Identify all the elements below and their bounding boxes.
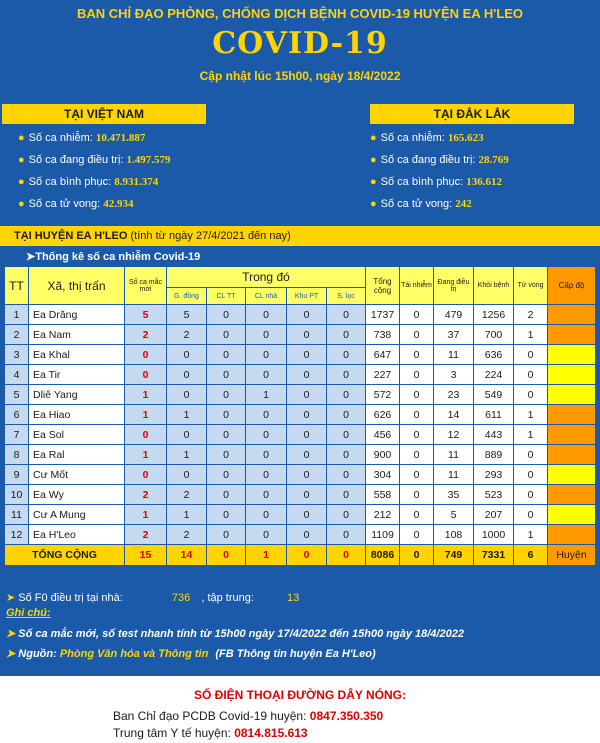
- daklak-stat: ● Số ca bình phục: 136.612: [370, 176, 503, 188]
- org-title: BAN CHỈ ĐẠO PHÒNG, CHỐNG DỊCH BỆNH COVID-19 HUYỆN EA H'LEO: [76, 6, 524, 21]
- cell-sub: 0: [246, 425, 287, 445]
- cell-recovered: 523: [474, 485, 514, 505]
- cell-total: 1109: [366, 525, 400, 545]
- table-body: [5, 305, 596, 545]
- cell-tt: 5: [5, 385, 29, 405]
- cell-new: 2: [125, 525, 167, 545]
- cell-name: Ea Wy: [29, 485, 125, 505]
- stat-label: Số ca đang điều trị:: [28, 154, 124, 166]
- cell-new: 2: [125, 485, 167, 505]
- cell-treating: 37: [434, 325, 474, 345]
- cell-treating: 23: [434, 385, 474, 405]
- cell-death: 2: [514, 305, 548, 325]
- cell-sub: 0: [287, 485, 327, 505]
- sub-2: CL nhà: [246, 288, 287, 305]
- cell-sub: 0: [327, 365, 366, 385]
- cell-tt: 12: [5, 525, 29, 545]
- cell-total: 304: [366, 465, 400, 485]
- cell-sub: 0: [287, 385, 327, 405]
- cell-total: 227: [366, 365, 400, 385]
- cell-tt: 2: [5, 325, 29, 345]
- cell-level: [548, 485, 596, 505]
- cell-name: Ea H'Leo: [29, 525, 125, 545]
- table-row: [5, 525, 596, 545]
- col-group: Trong đó: [167, 267, 366, 288]
- cell-tt: 11: [5, 505, 29, 525]
- cell-sub: 0: [327, 445, 366, 465]
- table-row: [5, 325, 596, 345]
- f0-home: 736: [171, 592, 191, 604]
- cell-level: [548, 405, 596, 425]
- cell-sub: 0: [287, 345, 327, 365]
- source-label: Nguồn:: [18, 648, 57, 660]
- vietnam-title: TẠI VIỆT NAM: [2, 104, 206, 124]
- cell-treating: 5: [434, 505, 474, 525]
- sub-4: S. lọc: [327, 288, 366, 305]
- cell-sub: 0: [327, 465, 366, 485]
- totals-c2: 1: [246, 545, 287, 566]
- cell-death: 0: [514, 505, 548, 525]
- cell-sub: 1: [167, 505, 207, 525]
- totals-c1: 0: [207, 545, 246, 566]
- cell-total: 647: [366, 345, 400, 365]
- subtitle-text: Thống kê số ca nhiễm Covid-19: [35, 251, 201, 263]
- cell-recovered: 611: [474, 405, 514, 425]
- cell-recovered: 293: [474, 465, 514, 485]
- totals-recovered: 7331: [474, 545, 514, 566]
- cell-sub: 0: [287, 505, 327, 525]
- cell-new: 1: [125, 505, 167, 525]
- stat-label: Số ca bình phục:: [380, 176, 464, 188]
- cell-death: 0: [514, 465, 548, 485]
- cell-total: 212: [366, 505, 400, 525]
- cell-sub: 0: [246, 465, 287, 485]
- table-row: [5, 465, 596, 485]
- cell-reinfect: 0: [400, 405, 434, 425]
- hotline-1: [113, 709, 383, 723]
- cell-death: 0: [514, 345, 548, 365]
- cell-sub: 0: [167, 365, 207, 385]
- district-subtitle: ➤Thống kê số ca nhiễm Covid-19: [26, 251, 201, 263]
- cell-sub: 0: [327, 345, 366, 365]
- cell-name: Ea Sol: [29, 425, 125, 445]
- vietnam-stat: ● Số ca bình phục: 8.931.374: [18, 176, 159, 188]
- cell-tt: 1: [5, 305, 29, 325]
- cell-treating: 11: [434, 465, 474, 485]
- cell-level: [548, 445, 596, 465]
- cell-reinfect: 0: [400, 505, 434, 525]
- totals-level: Huyện: [548, 545, 596, 566]
- cell-new: 2: [125, 325, 167, 345]
- daklak-stat: ● Số ca nhiễm: 165.623: [370, 132, 484, 144]
- vietnam-stat: ● Số ca nhiễm: 10.471.887: [18, 132, 146, 144]
- table-row: [5, 425, 596, 445]
- cell-sub: 0: [207, 525, 246, 545]
- cell-reinfect: 0: [400, 325, 434, 345]
- cell-sub: 0: [207, 305, 246, 325]
- cell-sub: 0: [287, 325, 327, 345]
- cell-recovered: 549: [474, 385, 514, 405]
- cell-treating: 108: [434, 525, 474, 545]
- cell-total: 626: [366, 405, 400, 425]
- cell-reinfect: 0: [400, 425, 434, 445]
- cell-new: 0: [125, 365, 167, 385]
- cell-level: [548, 305, 596, 325]
- f0-label: Số F0 điều trị tại nhà:: [18, 592, 123, 604]
- hotline-2: [113, 726, 308, 740]
- cell-reinfect: 0: [400, 485, 434, 505]
- vietnam-stat: ● Số ca tử vong: 42.934: [18, 198, 134, 210]
- cell-recovered: 224: [474, 365, 514, 385]
- source-line: ➤ Nguồn: Phòng Văn hóa và Thông tin (FB Thông tin huyện Ea H'Leo): [6, 648, 376, 660]
- col-reinfect: Tái nhiễm: [400, 267, 434, 305]
- cell-sub: 0: [327, 485, 366, 505]
- cell-tt: 7: [5, 425, 29, 445]
- cell-sub: 0: [246, 445, 287, 465]
- cell-sub: 0: [246, 305, 287, 325]
- totals-c0: 14: [167, 545, 207, 566]
- cell-recovered: 1256: [474, 305, 514, 325]
- col-level: Cấp độ: [548, 267, 596, 305]
- f0-central: 13: [286, 592, 300, 604]
- cell-level: [548, 425, 596, 445]
- cell-sub: 0: [246, 345, 287, 365]
- cell-sub: 0: [207, 365, 246, 385]
- cell-tt: 8: [5, 445, 29, 465]
- stat-value: 10.471.887: [95, 132, 146, 144]
- cell-sub: 0: [327, 425, 366, 445]
- district-title: TẠI HUYỆN EA H'LEO: [14, 230, 128, 242]
- cell-new: 0: [125, 425, 167, 445]
- cell-sub: 0: [207, 425, 246, 445]
- cell-total: 456: [366, 425, 400, 445]
- daklak-title: TẠI ĐẮK LẮK: [370, 104, 574, 124]
- totals-label: TỔNG CỘNG: [5, 545, 125, 566]
- central-label: , tập trung:: [201, 592, 254, 604]
- cell-sub: 0: [167, 345, 207, 365]
- cell-total: 900: [366, 445, 400, 465]
- col-treating: Đang điều trị: [434, 267, 474, 305]
- source-name: Phòng Văn hóa và Thông tin: [59, 648, 209, 660]
- cell-sub: 0: [246, 505, 287, 525]
- totals-new: 15: [125, 545, 167, 566]
- table-row: [5, 305, 596, 325]
- cell-treating: 11: [434, 345, 474, 365]
- stat-label: Số ca nhiễm:: [28, 132, 93, 144]
- cell-reinfect: 0: [400, 345, 434, 365]
- source-extra: (FB Thông tin huyện Ea H'Leo): [215, 648, 376, 660]
- totals-reinfect: 0: [400, 545, 434, 566]
- cell-level: [548, 505, 596, 525]
- col-name: Xã, thị trấn: [29, 267, 125, 305]
- cell-sub: 0: [167, 385, 207, 405]
- table-row: [5, 405, 596, 425]
- cell-level: [548, 465, 596, 485]
- cell-death: 0: [514, 485, 548, 505]
- cell-recovered: 207: [474, 505, 514, 525]
- col-total: Tổng cộng: [366, 267, 400, 305]
- stat-label: Số ca tử vong:: [380, 198, 453, 210]
- cell-sub: 1: [167, 445, 207, 465]
- note-title: [6, 607, 51, 619]
- cell-reinfect: 0: [400, 445, 434, 465]
- hotline-1-label: Ban Chỉ đạo PCDB Covid-19 huyện:: [113, 709, 307, 723]
- cell-new: 5: [125, 305, 167, 325]
- col-recovered: Khỏi bệnh: [474, 267, 514, 305]
- cell-name: Ea Tir: [29, 365, 125, 385]
- cell-treating: 11: [434, 445, 474, 465]
- hotline-2-label: Trung tâm Y tế huyện:: [113, 726, 231, 740]
- note-text: Số ca mắc mới, số test nhanh tính từ 15h00 ngày 17/4/2022 đến 15h00 ngày 18/4/2022: [18, 628, 464, 640]
- cell-total: 558: [366, 485, 400, 505]
- stat-label: Số ca tử vong:: [28, 198, 101, 210]
- cell-new: 0: [125, 465, 167, 485]
- cell-sub: 0: [327, 525, 366, 545]
- cell-death: 1: [514, 405, 548, 425]
- cell-recovered: 889: [474, 445, 514, 465]
- table-row: [5, 365, 596, 385]
- cell-sub: 0: [167, 465, 207, 485]
- sub-3: Khu PT: [287, 288, 327, 305]
- totals-death: 6: [514, 545, 548, 566]
- cell-name: Cư Mốt: [29, 465, 125, 485]
- cell-new: 0: [125, 345, 167, 365]
- cell-reinfect: 0: [400, 305, 434, 325]
- cell-recovered: 1000: [474, 525, 514, 545]
- totals-row: [5, 545, 596, 566]
- cell-death: 1: [514, 425, 548, 445]
- stat-value: 242: [455, 198, 472, 210]
- cell-reinfect: 0: [400, 365, 434, 385]
- cell-death: 0: [514, 365, 548, 385]
- cell-death: 0: [514, 385, 548, 405]
- table-row: [5, 385, 596, 405]
- sub-1: CL TT: [207, 288, 246, 305]
- cell-level: [548, 365, 596, 385]
- cell-treating: 14: [434, 405, 474, 425]
- cell-sub: 0: [207, 485, 246, 505]
- cell-total: 1737: [366, 305, 400, 325]
- cell-name: Ea Nam: [29, 325, 125, 345]
- f0-line: ➤ Số F0 điều trị tại nhà: 736 , tập trung: 13: [6, 592, 300, 604]
- cell-sub: 0: [327, 385, 366, 405]
- cell-name: Cư A Mung: [29, 505, 125, 525]
- cell-sub: 0: [327, 305, 366, 325]
- cell-sub: 0: [246, 325, 287, 345]
- cell-sub: 0: [246, 405, 287, 425]
- cell-sub: 0: [287, 525, 327, 545]
- cell-sub: 0: [327, 325, 366, 345]
- cell-death: 1: [514, 525, 548, 545]
- cell-total: 738: [366, 325, 400, 345]
- cell-sub: 0: [207, 405, 246, 425]
- cell-sub: 0: [287, 405, 327, 425]
- note-line: ➤ Số ca mắc mới, số test nhanh tính từ 15h00 ngày 17/4/2022 đến 15h00 ngày 18/4/2022: [6, 628, 464, 640]
- cell-name: Ea Khal: [29, 345, 125, 365]
- hotline-1-number[interactable]: 0847.350.350: [309, 709, 384, 723]
- cell-sub: 0: [287, 445, 327, 465]
- cell-level: [548, 525, 596, 545]
- cell-reinfect: 0: [400, 465, 434, 485]
- cell-reinfect: 0: [400, 385, 434, 405]
- cell-tt: 3: [5, 345, 29, 365]
- cell-name: Ea Hiao: [29, 405, 125, 425]
- stat-value: 42.934: [103, 198, 134, 210]
- cell-tt: 4: [5, 365, 29, 385]
- cell-sub: 0: [287, 305, 327, 325]
- cell-sub: 0: [287, 465, 327, 485]
- cell-sub: 0: [207, 345, 246, 365]
- stat-value: 28.769: [478, 154, 509, 166]
- cell-sub: 0: [246, 485, 287, 505]
- cell-recovered: 443: [474, 425, 514, 445]
- cell-new: 1: [125, 405, 167, 425]
- note-label: Ghi chú:: [6, 607, 51, 619]
- stat-value: 165.623: [447, 132, 484, 144]
- cell-sub: 0: [327, 505, 366, 525]
- cell-sub: 0: [207, 325, 246, 345]
- cell-treating: 3: [434, 365, 474, 385]
- stat-label: Số ca nhiễm:: [380, 132, 445, 144]
- district-bar: [0, 226, 600, 246]
- col-tt: TT: [5, 267, 29, 305]
- update-time: Cập nhật lúc 15h00, ngày 18/4/2022: [199, 69, 401, 83]
- cell-recovered: 700: [474, 325, 514, 345]
- col-new: Số ca mắc mới: [125, 267, 167, 305]
- table-row: [5, 345, 596, 365]
- table-row: [5, 505, 596, 525]
- cell-sub: 0: [207, 385, 246, 405]
- cell-sub: 0: [246, 365, 287, 385]
- cell-sub: 0: [207, 465, 246, 485]
- hotline-2-number[interactable]: 0814.815.613: [234, 726, 308, 740]
- totals-c4: 0: [327, 545, 366, 566]
- hotline-title: SỐ ĐIỆN THOẠI ĐƯỜNG DÂY NÓNG:: [194, 688, 406, 702]
- table-row: [5, 485, 596, 505]
- stat-label: Số ca đang điều trị:: [380, 154, 476, 166]
- stat-value: 8.931.374: [114, 176, 159, 188]
- cell-treating: 35: [434, 485, 474, 505]
- cell-tt: 10: [5, 485, 29, 505]
- table-row: [5, 445, 596, 465]
- cell-sub: 1: [246, 385, 287, 405]
- cell-tt: 6: [5, 405, 29, 425]
- cell-sub: 0: [287, 425, 327, 445]
- stat-value: 1.497.579: [126, 154, 171, 166]
- cell-name: Ea Ral: [29, 445, 125, 465]
- cell-treating: 479: [434, 305, 474, 325]
- cell-death: 0: [514, 445, 548, 465]
- cell-sub: 0: [167, 425, 207, 445]
- cell-sub: 2: [167, 485, 207, 505]
- cell-death: 1: [514, 325, 548, 345]
- cell-tt: 9: [5, 465, 29, 485]
- cell-sub: 0: [287, 365, 327, 385]
- cell-total: 572: [366, 385, 400, 405]
- covid-title: COVID-19: [212, 26, 388, 61]
- cell-sub: 1: [167, 405, 207, 425]
- cell-new: 1: [125, 445, 167, 465]
- totals-total: 8086: [366, 545, 400, 566]
- vietnam-stat: ● Số ca đang điều trị: 1.497.579: [18, 154, 171, 166]
- district-since: (tính từ ngày 27/4/2021 đến nay): [130, 230, 291, 242]
- stat-value: 136.612: [466, 176, 503, 188]
- cell-level: [548, 345, 596, 365]
- cell-new: 1: [125, 385, 167, 405]
- cell-sub: 5: [167, 305, 207, 325]
- cell-level: [548, 325, 596, 345]
- cell-name: Dliê Yang: [29, 385, 125, 405]
- cases-table: [4, 266, 596, 566]
- daklak-stat: ● Số ca tử vong: 242: [370, 198, 472, 210]
- cell-sub: 0: [246, 525, 287, 545]
- daklak-stat: ● Số ca đang điều trị: 28.769: [370, 154, 509, 166]
- cell-sub: 2: [167, 325, 207, 345]
- cell-sub: 0: [327, 405, 366, 425]
- totals-treating: 749: [434, 545, 474, 566]
- cell-sub: 0: [207, 445, 246, 465]
- sub-0: G. đồng: [167, 288, 207, 305]
- cell-recovered: 636: [474, 345, 514, 365]
- cell-name: Ea Drăng: [29, 305, 125, 325]
- stat-label: Số ca bình phục:: [28, 176, 112, 188]
- col-death: Tử vong: [514, 267, 548, 305]
- cell-level: [548, 385, 596, 405]
- cell-sub: 2: [167, 525, 207, 545]
- cell-treating: 12: [434, 425, 474, 445]
- cell-reinfect: 0: [400, 525, 434, 545]
- cell-sub: 0: [207, 505, 246, 525]
- totals-c3: 0: [287, 545, 327, 566]
